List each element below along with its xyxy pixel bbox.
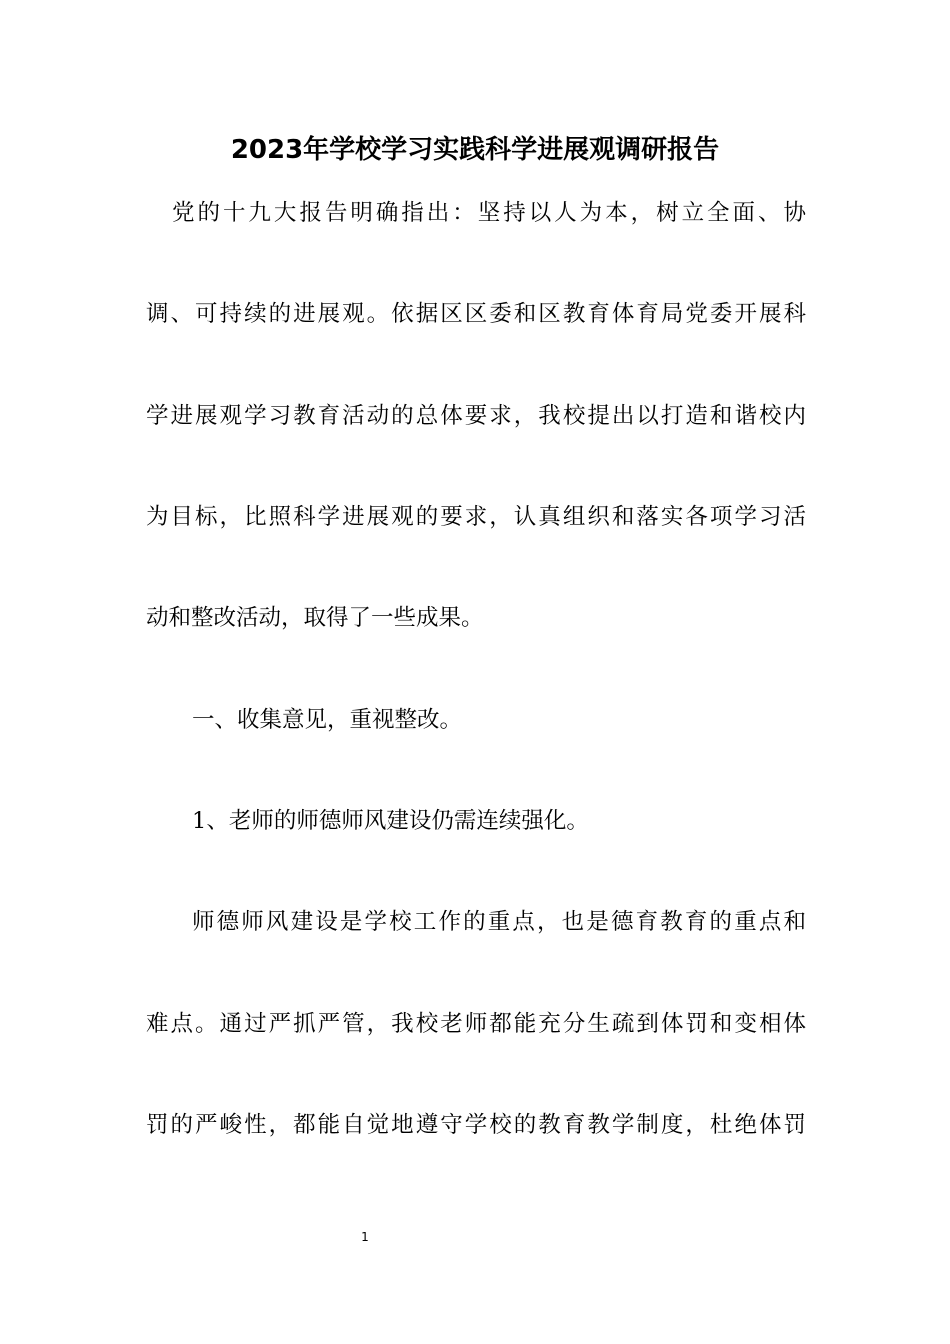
paragraph-line-5: 动和整改活动，取得了一些成果。 xyxy=(146,605,484,631)
page-number: 1 xyxy=(361,1230,369,1244)
paragraph-line-4: 为目标，比照科学进展观的要求，认真组织和落实各项学习活 xyxy=(146,504,806,530)
paragraph-line-3: 学进展观学习教育活动的总体要求，我校提出以打造和谐校内 xyxy=(146,403,806,429)
paragraph-line-8: 罚的严峻性，都能自觉地遵守学校的教育教学制度，杜绝体罚 xyxy=(146,1112,806,1138)
document-title: 2023年学校学习实践科学进展观调研报告 xyxy=(230,135,720,165)
subsection-heading: 1、老师的师德师风建设仍需连续强化。 xyxy=(192,808,589,834)
paragraph-line-7: 难点。通过严抓严管，我校老师都能充分生疏到体罚和变相体 xyxy=(146,1011,806,1037)
section-heading: 一、收集意见，重视整改。 xyxy=(192,707,463,733)
paragraph-line-1: 党的十九大报告明确指出：坚持以人为本，树立全面、协 xyxy=(172,200,806,226)
paragraph-line-6: 师德师风建设是学校工作的重点，也是德育教育的重点和 xyxy=(192,909,806,935)
paragraph-line-2: 调、可持续的进展观。依据区区委和区教育体育局党委开展科 xyxy=(146,301,806,327)
